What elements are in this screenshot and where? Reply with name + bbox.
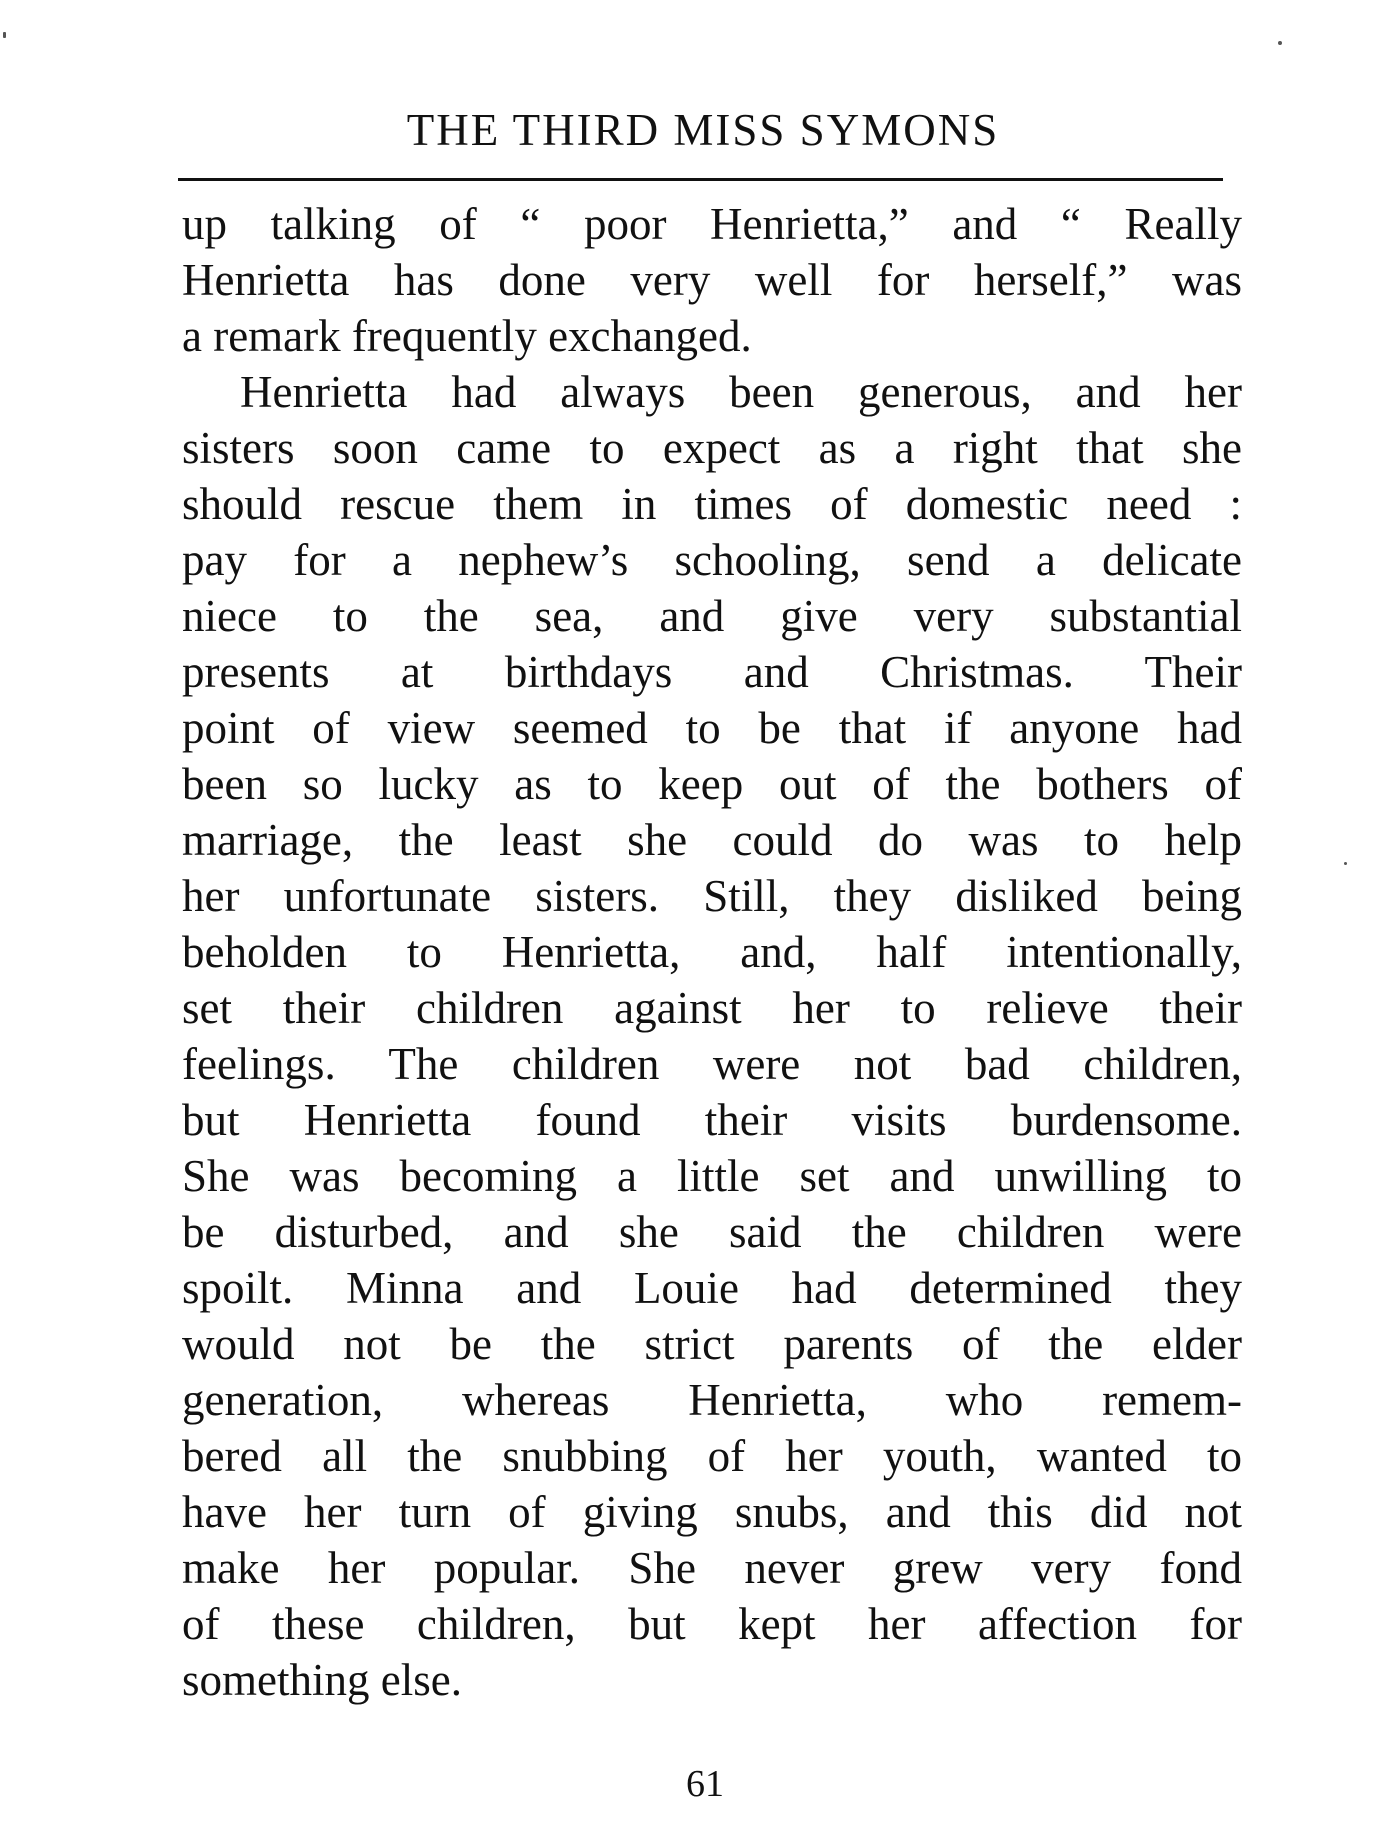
text-line: Henrietta had always been generous, and her: [240, 367, 1242, 417]
text-line: something else.: [182, 1655, 462, 1705]
text-line: should rescue them in times of domestic need :: [182, 479, 1242, 529]
scan-speck: [3, 32, 6, 38]
text-line: spoilt. Minna and Louie had determined they: [182, 1263, 1242, 1313]
text-line: She was becoming a little set and unwilling to: [182, 1151, 1242, 1201]
text-line: be disturbed, and she said the children were: [182, 1207, 1242, 1257]
text-line: Henrietta has done very well for herself,” was: [182, 255, 1242, 305]
text-line: generation, whereas Henrietta, who remem-: [182, 1375, 1242, 1425]
text-line: feelings. The children were not bad children,: [182, 1039, 1242, 1089]
text-line: have her turn of giving snubs, and this did not: [182, 1487, 1242, 1537]
text-line: pay for a nephew’s schooling, send a delicate: [182, 535, 1242, 585]
text-line: up talking of “ poor Henrietta,” and “ Really: [182, 199, 1242, 249]
scan-speck: [1278, 41, 1282, 45]
text-line: bered all the snubbing of her youth, wanted to: [182, 1431, 1242, 1481]
page-number: 61: [686, 1763, 724, 1805]
text-line: of these children, but kept her affection for: [182, 1599, 1242, 1649]
text-line: make her popular. She never grew very fond: [182, 1543, 1242, 1593]
text-line: would not be the strict parents of the elder: [182, 1319, 1242, 1369]
header-rule: [178, 178, 1223, 181]
text-line: her unfortunate sisters. Still, they disliked being: [182, 871, 1242, 921]
text-line: a remark frequently exchanged.: [182, 311, 752, 361]
text-line: presents at birthdays and Christmas. Their: [182, 647, 1242, 697]
text-line: set their children against her to relieve their: [182, 983, 1242, 1033]
text-line: been so lucky as to keep out of the bothers of: [182, 759, 1242, 809]
running-head-title: THE THIRD MISS SYMONS: [406, 105, 1000, 155]
text-line: beholden to Henrietta, and, half intentionally,: [182, 927, 1242, 977]
body-text: [182, 196, 1242, 1708]
text-line: point of view seemed to be that if anyone had: [182, 703, 1242, 753]
text-line: sisters soon came to expect as a right that she: [182, 423, 1242, 473]
scan-speck: [1344, 862, 1347, 865]
text-line: but Henrietta found their visits burdensome.: [182, 1095, 1242, 1145]
text-line: niece to the sea, and give very substantial: [182, 591, 1242, 641]
text-line: marriage, the least she could do was to help: [182, 815, 1242, 865]
